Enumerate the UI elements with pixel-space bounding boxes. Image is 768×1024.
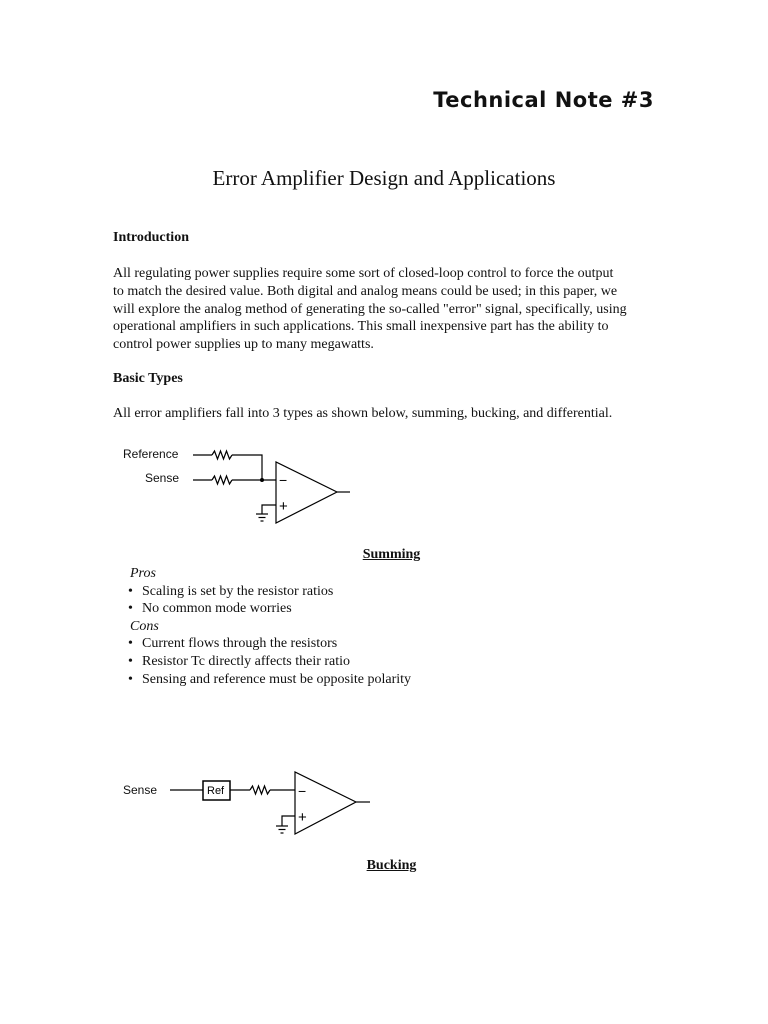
intro-line: to match the desired value. Both digital and analog means could be used; in this paper, we: [113, 283, 618, 299]
technical-note-label: Technical Note #3: [433, 88, 654, 112]
minus-sign: −: [279, 472, 288, 488]
list-item: • Scaling is set by the resistor ratios: [128, 583, 411, 601]
minus-sign: −: [298, 783, 307, 799]
cons-label: Cons: [130, 618, 159, 634]
pros-label: Pros: [130, 566, 156, 581]
plus-sign: +: [279, 498, 288, 515]
reference-label: Reference: [123, 447, 179, 461]
basic-types-text: All error amplifiers fall into 3 types as shown below, summing, bucking, and differential.: [113, 406, 613, 421]
introduction-heading: Introduction: [113, 230, 189, 245]
summing-caption: Summing: [362, 547, 421, 562]
intro-line: control power supplies up to many megawatts.: [113, 337, 374, 353]
list-item: • Current flows through the resistors: [128, 635, 411, 653]
intro-line: will explore the analog method of generating the so-called "error" signal, specifically, using: [113, 301, 627, 317]
ref-label: Ref: [207, 785, 225, 797]
resistor-icon: [250, 786, 270, 794]
list-item: • Resistor Tc directly affects their ratio: [128, 653, 411, 671]
bucking-caption: Bucking: [366, 858, 417, 873]
list-item: • No common mode worries: [128, 600, 411, 618]
basic-types-heading: Basic Types: [113, 371, 183, 386]
ground-wire: [282, 816, 295, 826]
intro-line: All regulating power supplies require some sort of closed-loop control to force the output: [113, 266, 614, 281]
intro-line: operational amplifiers in such applications. This small inexpensive part has the ability to: [113, 319, 609, 335]
plus-sign: +: [298, 809, 307, 826]
sense-label: Sense: [123, 783, 158, 797]
sense-label: Sense: [145, 471, 180, 485]
document-title: Error Amplifier Design and Applications: [212, 166, 556, 190]
list-item: • Sensing and reference must be opposite polarity: [128, 671, 411, 689]
